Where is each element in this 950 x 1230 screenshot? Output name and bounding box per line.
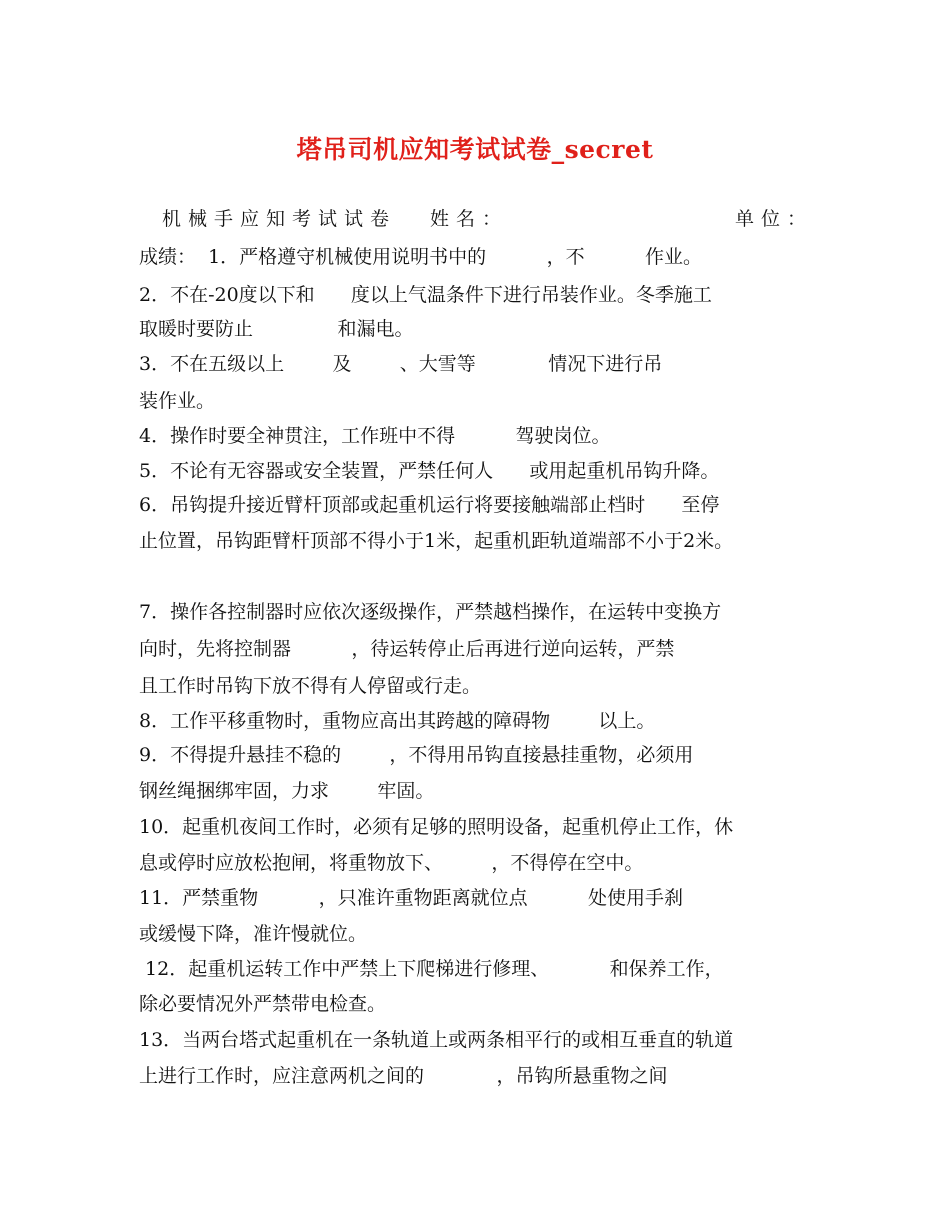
text-line: 上进行工作时，应注意两机之间的 ，吊钩所悬重物之间 [139, 1065, 668, 1087]
text-line: 3．不在五级以上 及 、大雪等 情况下进行吊 [139, 353, 663, 375]
text-line: 且工作时吊钩下放不得有人停留或行走。 [139, 675, 482, 697]
text-line: 除必要情况外严禁带电检查。 [139, 993, 387, 1015]
text-line: 6．吊钩提升接近臂杆顶部或起重机运行将要接触端部止档时 至停 [139, 494, 720, 516]
text-line: 装作业。 [139, 390, 216, 412]
text-line: 7．操作各控制器时应依次逐级操作，严禁越档操作，在运转中变换方 [139, 601, 722, 623]
text-line: 取暖时要防止 和漏电。 [139, 318, 414, 340]
text-line: 10．起重机夜间工作时，必须有足够的照明设备，起重机停止工作，休 [139, 816, 734, 838]
text-line: 9．不得提升悬挂不稳的 ，不得用吊钩直接悬挂重物，必须用 [139, 744, 694, 766]
text-line: 13．当两台塔式起重机在一条轨道上或两条相平行的或相互垂直的轨道 [139, 1029, 734, 1051]
text-line: 12．起重机运转工作中严禁上下爬梯进行修理、 和保养工作， [139, 958, 724, 980]
text-line: 11．严禁重物 ，只准许重物距离就位点 处使用手刹 [139, 887, 683, 909]
name-label: 姓名： [430, 208, 509, 230]
text-line: 或缓慢下降，准许慢就位。 [139, 923, 368, 945]
text-line: 息或停时应放松抱闸，将重物放下、 ，不得停在空中。 [139, 852, 644, 874]
text-line: 2．不在-20度以下和 度以上气温条件下进行吊装作业。冬季施工 [139, 284, 712, 306]
text-line: 成绩： 1．严格遵守机械使用说明书中的 ，不 作业。 [139, 246, 702, 268]
unit-label: 单位： [735, 208, 814, 230]
document-title: 塔吊司机应知考试试卷_secret [296, 135, 654, 164]
text-line: 钢丝绳捆绑牢固，力求 牢固。 [139, 780, 435, 802]
exam-name: 机械手应知考试试卷 [162, 208, 397, 230]
text-line: 8．工作平移重物时，重物应高出其跨越的障碍物 以上。 [139, 710, 656, 732]
text-line: 5．不论有无容器或安全装置，严禁任何人 或用起重机吊钩升降。 [139, 460, 720, 482]
text-line: 向时，先将控制器 ，待运转停止后再进行逆向运转，严禁 [139, 638, 675, 660]
text-line: 止位置，吊钩距臂杆顶部不得小于1米，起重机距轨道端部不小于2米。 [139, 530, 734, 552]
text-line: 4．操作时要全神贯注，工作班中不得 驾驶岗位。 [139, 425, 611, 447]
